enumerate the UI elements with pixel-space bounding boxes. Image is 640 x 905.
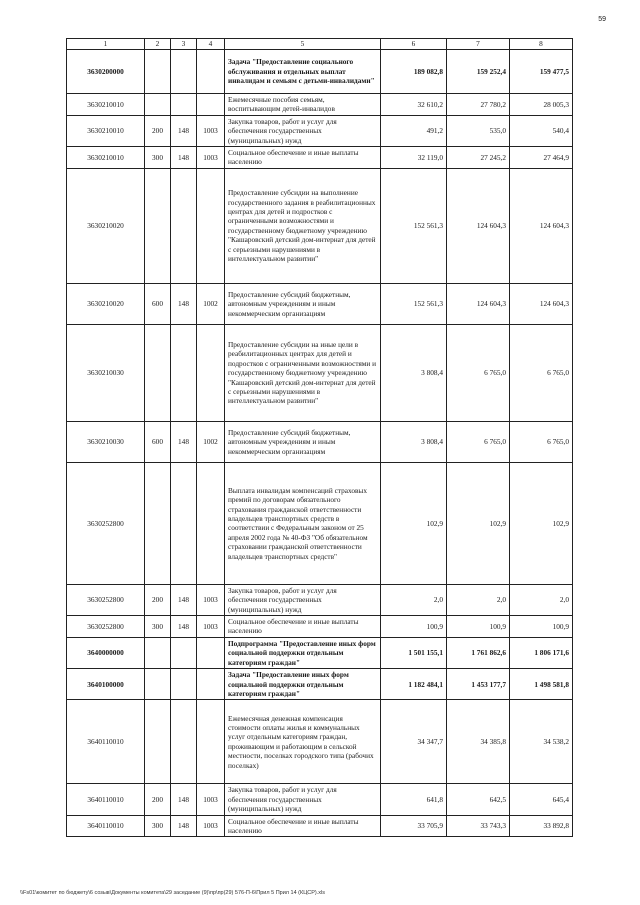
cell-vr: 300 (145, 815, 171, 837)
cell-vr (145, 168, 171, 283)
cell-grbs: 148 (171, 616, 197, 638)
cell-rzpr (197, 462, 225, 584)
table-row (67, 94, 573, 116)
cell-amount-col6: 491,2 (381, 115, 447, 146)
cell-amount-col7: 33 743,3 (447, 815, 510, 837)
cell-amount-col6: 3 808,4 (381, 421, 447, 462)
table-row (67, 700, 573, 784)
col-header: 3 (171, 39, 197, 50)
col-header: 1 (67, 39, 145, 50)
cell-description: Предоставление субсидий бюджетным, автономным учреждениям и иным некоммерческим организациям (225, 283, 381, 324)
cell-grbs (171, 462, 197, 584)
table-row (67, 784, 573, 815)
cell-rzpr: 1003 (197, 584, 225, 615)
cell-description: Ежемесячная денежная компенсация стоимости оплаты жилья и коммунальных услуг отдельным категориям граждан, проживающим и работающим в сельской местности, поселках городского типа (рабочих поселках) (225, 700, 381, 784)
cell-grbs: 148 (171, 584, 197, 615)
cell-amount-col6: 1 501 155,1 (381, 637, 447, 668)
cell-description: Подпрограмма "Предоставление иных форм социальной поддержки отдельным категориям граждан" (225, 637, 381, 668)
cell-vr (145, 324, 171, 421)
cell-code: 3630210020 (67, 283, 145, 324)
col-header: 4 (197, 39, 225, 50)
cell-amount-col6: 2,0 (381, 584, 447, 615)
cell-rzpr (197, 50, 225, 94)
cell-rzpr: 1002 (197, 283, 225, 324)
cell-grbs (171, 50, 197, 94)
col-header: 5 (225, 39, 381, 50)
cell-rzpr (197, 637, 225, 668)
cell-amount-col8: 102,9 (510, 462, 573, 584)
cell-vr: 300 (145, 616, 171, 638)
cell-description: Социальное обеспечение и иные выплаты населению (225, 616, 381, 638)
table-row (67, 421, 573, 462)
cell-amount-col7: 34 385,8 (447, 700, 510, 784)
cell-vr (145, 50, 171, 94)
cell-amount-col8: 34 538,2 (510, 700, 573, 784)
cell-vr (145, 700, 171, 784)
cell-amount-col7: 1 453 177,7 (447, 669, 510, 700)
cell-amount-col8: 27 464,9 (510, 147, 573, 169)
file-path-footer: \\Fs01\комитет по бюджету\6 созыв\Документы комитета\29 заседание (9)\пр\пр(29) 576-П-6\Прил 5 Прил 14 (КЦСР).xls (20, 890, 325, 896)
cell-amount-col6: 100,9 (381, 616, 447, 638)
cell-code: 3630210020 (67, 168, 145, 283)
cell-amount-col6: 189 082,8 (381, 50, 447, 94)
cell-amount-col6: 152 561,3 (381, 168, 447, 283)
table-row (67, 584, 573, 615)
cell-description: Закупка товаров, работ и услуг для обеспечения государственных (муниципальных) нужд (225, 784, 381, 815)
cell-vr: 200 (145, 584, 171, 615)
cell-vr: 300 (145, 147, 171, 169)
cell-code: 3630252800 (67, 584, 145, 615)
cell-vr: 600 (145, 421, 171, 462)
table-row (67, 462, 573, 584)
page-number: 59 (598, 16, 606, 23)
cell-rzpr (197, 700, 225, 784)
cell-amount-col7: 2,0 (447, 584, 510, 615)
cell-code: 3630210030 (67, 421, 145, 462)
cell-description: Социальное обеспечение и иные выплаты населению (225, 815, 381, 837)
budget-table (66, 38, 573, 837)
cell-amount-col6: 32 119,0 (381, 147, 447, 169)
table-row (67, 283, 573, 324)
cell-amount-col7: 27 780,2 (447, 94, 510, 116)
cell-grbs (171, 324, 197, 421)
cell-code: 3640110010 (67, 700, 145, 784)
cell-amount-col8: 28 005,3 (510, 94, 573, 116)
cell-description: Закупка товаров, работ и услуг для обеспечения государственных (муниципальных) нужд (225, 115, 381, 146)
cell-amount-col7: 6 765,0 (447, 324, 510, 421)
cell-grbs: 148 (171, 815, 197, 837)
cell-amount-col8: 645,4 (510, 784, 573, 815)
cell-amount-col6: 102,9 (381, 462, 447, 584)
cell-rzpr: 1002 (197, 421, 225, 462)
cell-rzpr: 1003 (197, 115, 225, 146)
cell-amount-col8: 33 892,8 (510, 815, 573, 837)
cell-rzpr: 1003 (197, 147, 225, 169)
cell-amount-col8: 2,0 (510, 584, 573, 615)
cell-rzpr (197, 94, 225, 116)
cell-amount-col6: 152 561,3 (381, 283, 447, 324)
table-row (67, 637, 573, 668)
cell-vr (145, 94, 171, 116)
cell-code: 3640110010 (67, 784, 145, 815)
cell-grbs: 148 (171, 115, 197, 146)
cell-amount-col6: 3 808,4 (381, 324, 447, 421)
cell-code: 3640100000 (67, 669, 145, 700)
cell-amount-col7: 535,0 (447, 115, 510, 146)
cell-grbs (171, 669, 197, 700)
cell-grbs (171, 700, 197, 784)
cell-amount-col8: 159 477,5 (510, 50, 573, 94)
cell-amount-col8: 1 498 581,8 (510, 669, 573, 700)
cell-code: 3630210010 (67, 147, 145, 169)
cell-description: Ежемесячные пособия семьям, воспитывающим детей-инвалидов (225, 94, 381, 116)
cell-code: 3630210010 (67, 94, 145, 116)
table-row (67, 616, 573, 638)
cell-rzpr: 1003 (197, 616, 225, 638)
cell-amount-col7: 124 604,3 (447, 283, 510, 324)
cell-code: 3630200000 (67, 50, 145, 94)
cell-amount-col8: 124 604,3 (510, 168, 573, 283)
cell-description: Предоставление субсидий бюджетным, автономным учреждениям и иным некоммерческим организациям (225, 421, 381, 462)
cell-amount-col7: 124 604,3 (447, 168, 510, 283)
cell-amount-col7: 159 252,4 (447, 50, 510, 94)
cell-rzpr (197, 324, 225, 421)
cell-amount-col7: 1 761 862,6 (447, 637, 510, 668)
cell-code: 3640110010 (67, 815, 145, 837)
cell-description: Задача "Предоставление иных форм социальной поддержки отдельным категориям граждан" (225, 669, 381, 700)
cell-grbs: 148 (171, 147, 197, 169)
table-row (67, 815, 573, 837)
cell-amount-col6: 32 610,2 (381, 94, 447, 116)
table-row (67, 168, 573, 283)
cell-amount-col6: 33 705,9 (381, 815, 447, 837)
cell-vr: 200 (145, 115, 171, 146)
cell-code: 3630210010 (67, 115, 145, 146)
cell-vr (145, 669, 171, 700)
table-row (67, 147, 573, 169)
col-header: 8 (510, 39, 573, 50)
cell-vr: 200 (145, 784, 171, 815)
cell-description: Закупка товаров, работ и услуг для обеспечения государственных (муниципальных) нужд (225, 584, 381, 615)
table-row (67, 324, 573, 421)
cell-vr (145, 637, 171, 668)
cell-grbs (171, 94, 197, 116)
cell-code: 3640000000 (67, 637, 145, 668)
cell-description: Предоставление субсидии на выполнение государственного задания в реабилитационных центрах для детей и подростков с ограниченными возможностями и государственному бюджетному учреждению "Кашаровский детский дом-интернат для детей с серьезными нарушениями в интеллектуальном развитии" (225, 168, 381, 283)
table-row (67, 50, 573, 94)
cell-amount-col7: 27 245,2 (447, 147, 510, 169)
header-row (67, 39, 573, 50)
cell-code: 3630252800 (67, 462, 145, 584)
cell-description: Социальное обеспечение и иные выплаты населению (225, 147, 381, 169)
cell-grbs: 148 (171, 283, 197, 324)
col-header: 2 (145, 39, 171, 50)
cell-amount-col7: 102,9 (447, 462, 510, 584)
cell-vr: 600 (145, 283, 171, 324)
cell-amount-col8: 124 604,3 (510, 283, 573, 324)
cell-description: Предоставление субсидии на иные цели в реабилитационных центрах для детей и подростков с ограниченными возможностями и государственному бюджетному учреждению "Кашаровский детский дом-интернат для детей с серьезными нарушениями в интеллектуальном развитии" (225, 324, 381, 421)
col-header: 7 (447, 39, 510, 50)
cell-amount-col8: 540,4 (510, 115, 573, 146)
table-row (67, 115, 573, 146)
cell-vr (145, 462, 171, 584)
cell-amount-col6: 34 347,7 (381, 700, 447, 784)
cell-amount-col7: 100,9 (447, 616, 510, 638)
cell-amount-col7: 642,5 (447, 784, 510, 815)
cell-grbs (171, 168, 197, 283)
cell-code: 3630210030 (67, 324, 145, 421)
cell-rzpr (197, 168, 225, 283)
cell-code: 3630252800 (67, 616, 145, 638)
cell-grbs: 148 (171, 421, 197, 462)
cell-rzpr: 1003 (197, 784, 225, 815)
cell-amount-col7: 6 765,0 (447, 421, 510, 462)
cell-grbs (171, 637, 197, 668)
cell-amount-col6: 1 182 484,1 (381, 669, 447, 700)
cell-amount-col6: 641,8 (381, 784, 447, 815)
cell-amount-col8: 100,9 (510, 616, 573, 638)
cell-rzpr: 1003 (197, 815, 225, 837)
cell-description: Выплата инвалидам компенсаций страховых премий по договорам обязательного страхования гражданской ответственности владельцев транспортных средств в соответствии с Федеральным законом от 25 апреля 2002 года № 40-ФЗ "Об обязательном страховании гражданской ответственности владельцев транспортных средств" (225, 462, 381, 584)
table-row (67, 669, 573, 700)
cell-description: Задача "Предоставление социального обслуживания и отдельных выплат инвалидам и семьям с детьми-инвалидами" (225, 50, 381, 94)
cell-grbs: 148 (171, 784, 197, 815)
cell-rzpr (197, 669, 225, 700)
cell-amount-col8: 1 806 171,6 (510, 637, 573, 668)
col-header: 6 (381, 39, 447, 50)
cell-amount-col8: 6 765,0 (510, 324, 573, 421)
cell-amount-col8: 6 765,0 (510, 421, 573, 462)
